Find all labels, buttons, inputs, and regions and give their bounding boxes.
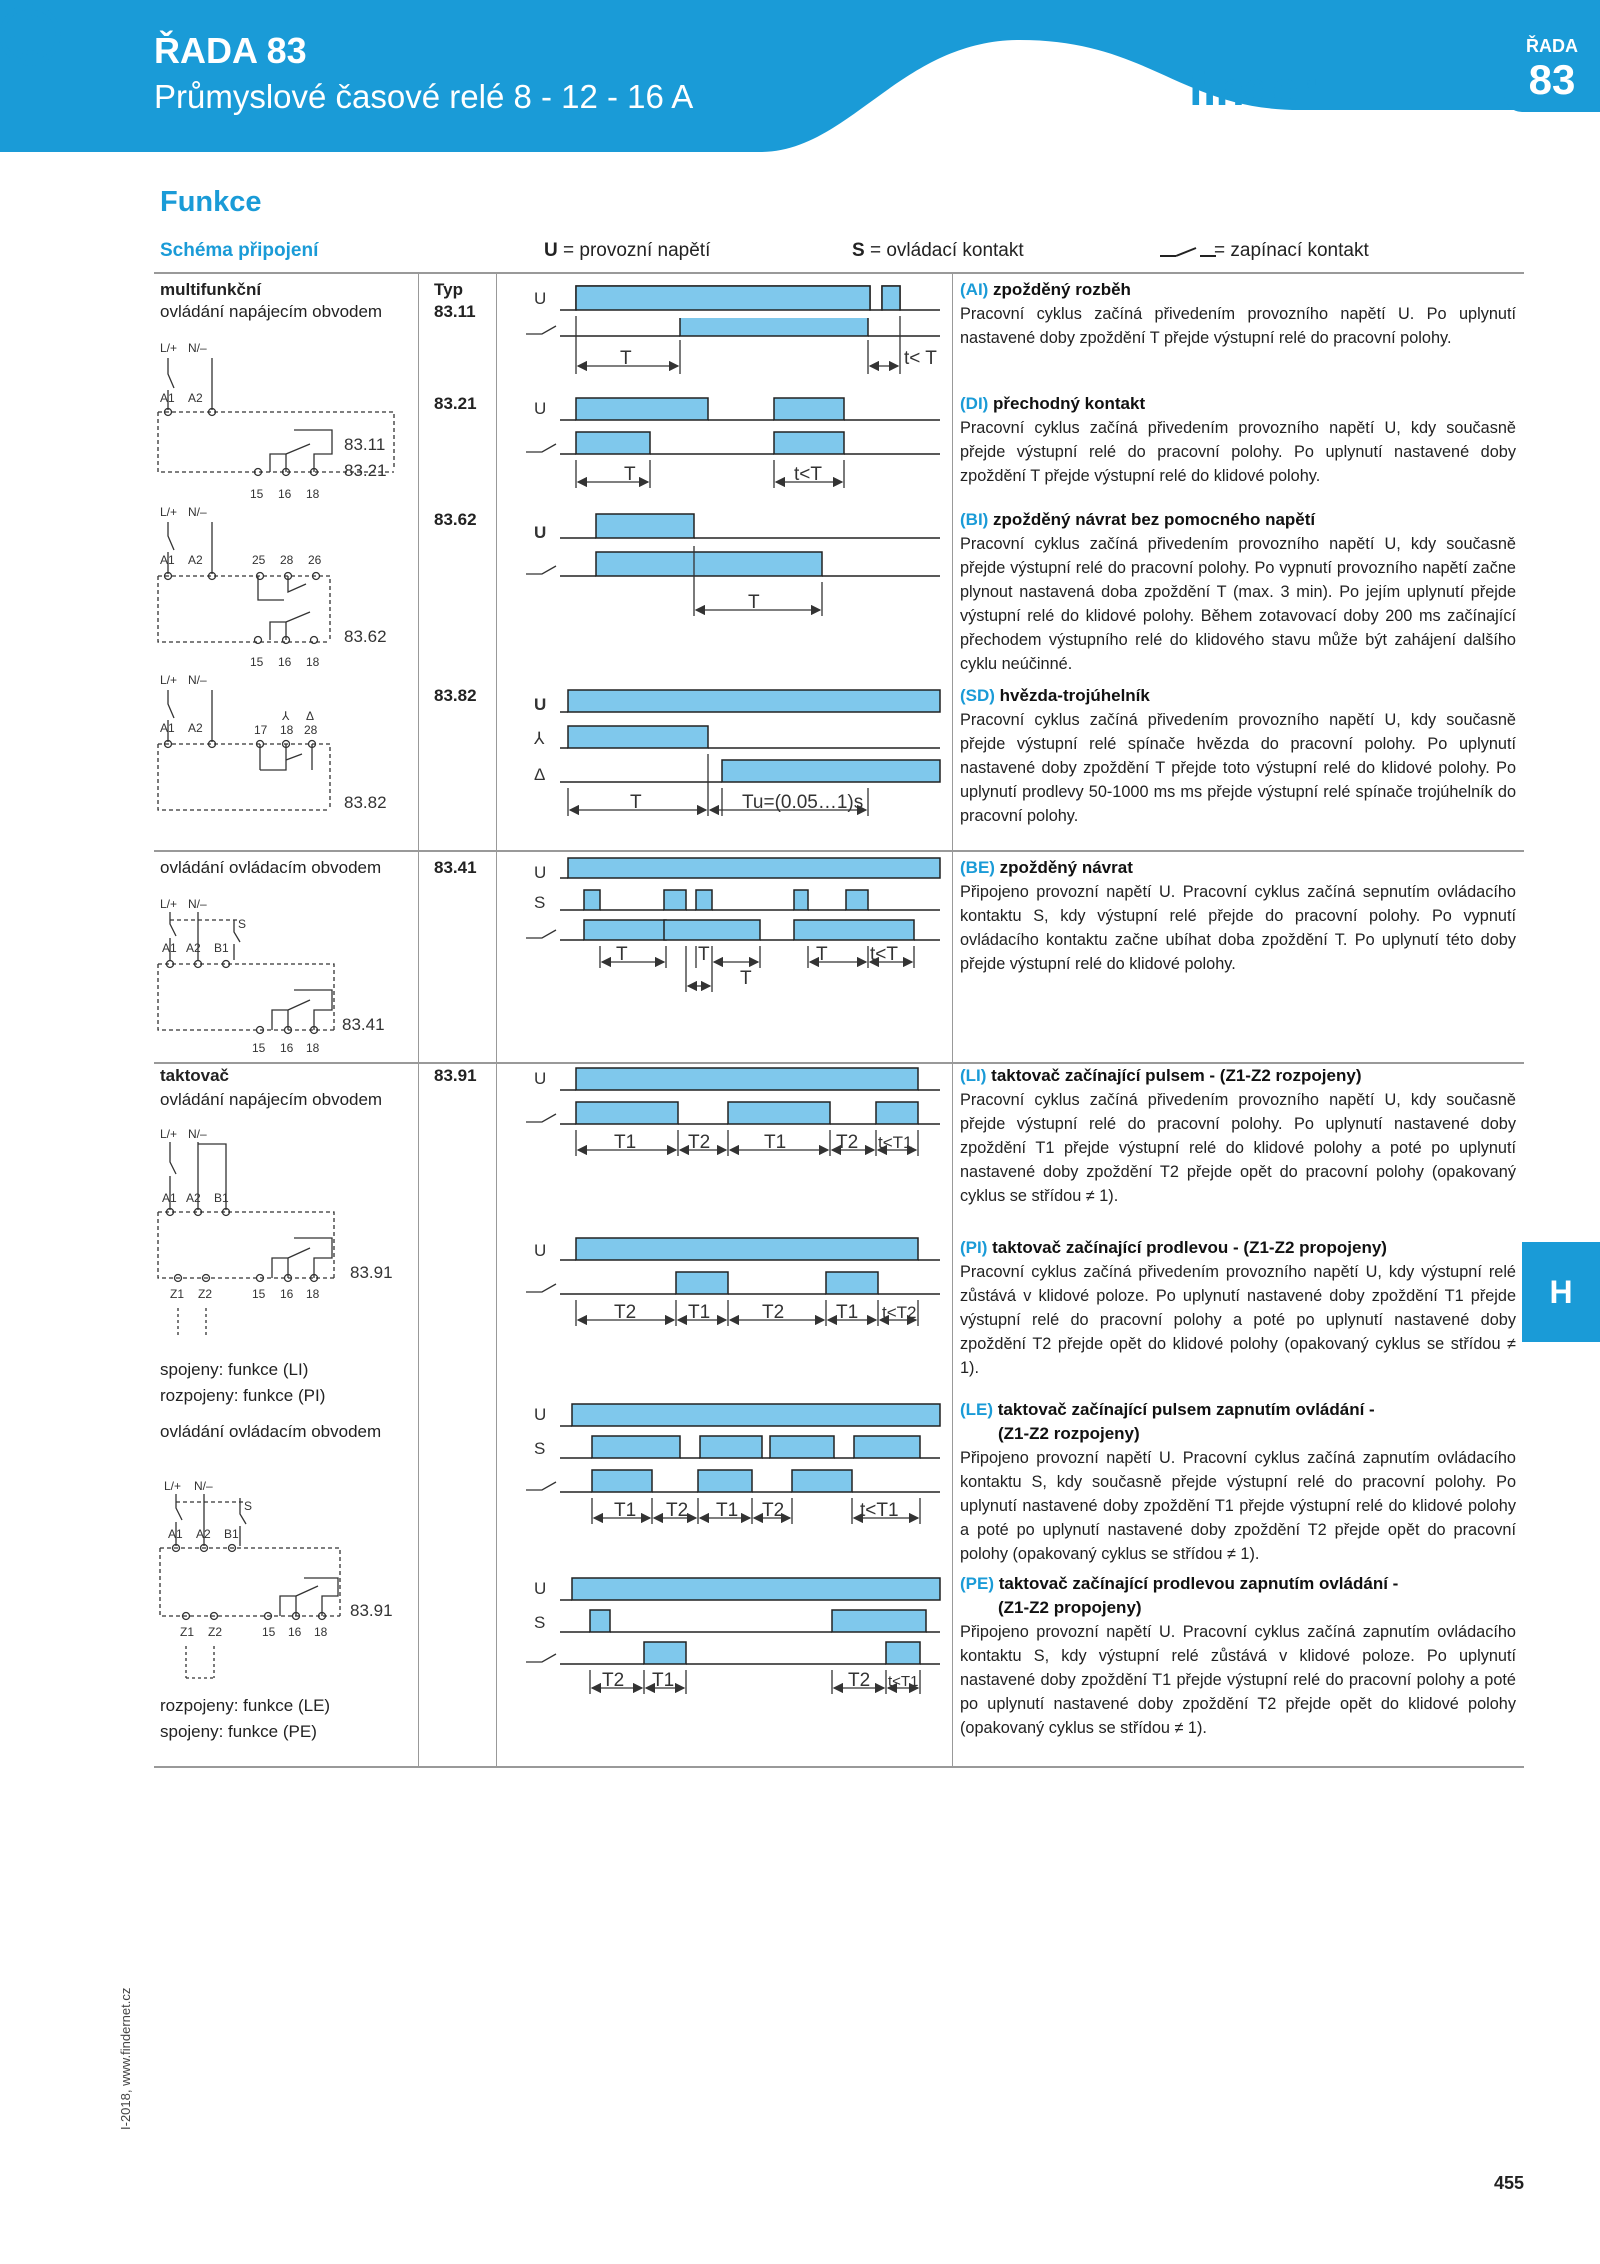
- schematic-clock-supply: [154, 1118, 416, 1358]
- function-ai-name: zpožděný rozběh: [988, 280, 1131, 299]
- type-83-21: 83.21: [434, 394, 477, 413]
- multi-title: multifunkční: [160, 280, 262, 299]
- td-di-tlt: t<T: [794, 464, 822, 485]
- type-83-91: 83.91: [434, 1066, 477, 1085]
- sch-b1-6: B1: [224, 1527, 239, 1541]
- td-delta-4: Δ: [534, 765, 546, 784]
- td-u-7: U: [534, 1241, 547, 1260]
- sch-18-1: 18: [306, 487, 320, 501]
- function-bi-code: (BI): [960, 510, 989, 529]
- sch-15-4: 15: [252, 1041, 266, 1055]
- column-divider-3: [952, 274, 953, 1766]
- td-s-9: S: [534, 1613, 546, 1632]
- function-le-name: taktovač začínající pulsem zapnutím ovládání -: [993, 1400, 1375, 1419]
- sch-16-2: 16: [278, 655, 292, 669]
- function-pe-title2: (Z1-Z2 propojeny): [998, 1598, 1142, 1617]
- sch-b1-5: B1: [214, 1191, 229, 1205]
- note-li: spojeny: funkce (LI): [160, 1360, 309, 1379]
- td-u-9: U: [534, 1579, 547, 1598]
- sch-z1-5: Z1: [170, 1287, 185, 1301]
- legend-contact-text: = zapínací kontakt: [1214, 240, 1369, 261]
- td-li-T1a: T1: [614, 1132, 637, 1153]
- function-di-name: přechodný kontakt: [988, 394, 1146, 413]
- function-li-name: taktovač začínající pulsem - (Z1-Z2 rozpojeny): [986, 1066, 1362, 1085]
- legend-schema: Schéma připojení: [160, 240, 319, 261]
- td-pe-T2b: T2: [848, 1670, 871, 1691]
- sch-b1-4: B1: [214, 941, 229, 955]
- td-be-T2: T: [698, 944, 710, 965]
- td-u-3: U: [534, 523, 547, 542]
- td-u-2: U: [534, 399, 547, 418]
- sch-lplus-5: L/+: [160, 1127, 178, 1141]
- sch-a2-5: A2: [186, 1191, 201, 1205]
- multi-supply: ovládání napájecím obvodem: [160, 302, 383, 321]
- sch-lplus-6: L/+: [164, 1479, 182, 1493]
- series-subtitle: Průmyslové časové relé 8 - 12 - 16 A: [154, 78, 694, 115]
- sch-a1-1: A1: [160, 391, 175, 405]
- column-divider-2: [496, 274, 497, 1766]
- td-u-6: U: [534, 1069, 547, 1088]
- function-pi-name: taktovač začínající prodlevou - (Z1-Z2 propojeny): [987, 1238, 1387, 1257]
- td-u-1: U: [534, 289, 547, 308]
- function-ai-text: Pracovní cyklus začíná přivedením provozního napětí U. Po uplynutí nastavené doby zpoždění T přejde výstupní relé do pracovní polohy.: [960, 305, 1516, 347]
- finder-logo-icon: [0, 0, 260, 70]
- td-u-5: U: [534, 863, 547, 882]
- td-le-T2a: T2: [666, 1500, 689, 1521]
- td-s-8: S: [534, 1439, 546, 1458]
- sch-a1-2: A1: [160, 553, 175, 567]
- function-sd-text: Pracovní cyklus začíná přivedením provozního napětí U, kdy současně přejde výstupní relé spínače hvězda do pracovní polohy. Po uplynutí nastavené doby zpoždění T přejde toto výstupní relé do klidové polohy. Po uplynutí prodlevy 50-1000 ms ms přejde výstupní relé spínače trojúhelník do pracovní polohy.: [960, 711, 1516, 825]
- page-header: [0, 0, 1600, 152]
- page-number: 455: [1494, 2173, 1525, 2193]
- function-le-text: Připojeno provozní napětí U. Pracovní cyklus začíná zapnutím ovládacího kontaktu S, kdy současně přejde výstupní relé do pracovní polohy. Po uplynutí nastavené doby zpoždění T1 přejde výstupní relé do klidové polohy a poté po uplynutí nastavené doby zpoždění T2 přejde opět do pracovní polohy (opakovaný cyklus se střídou ≠ 1).: [960, 1449, 1516, 1563]
- sch-18-3: 18: [280, 723, 294, 737]
- sch-nminus-2: N/–: [188, 505, 207, 519]
- sch-nminus-4: N/–: [188, 897, 207, 911]
- td-le-T2b: T2: [762, 1500, 785, 1521]
- function-be-text: Připojeno provozní napětí U. Pracovní cyklus začíná sepnutím ovládacího kontaktu S, kdy výstupní relé přejde do pracovní polohy. Po vypnutí ovládacího kontaktu začne ubíhat doba zpoždění T. Po uplynutí této doby přejde výstupní relé do klidové polohy.: [960, 883, 1516, 973]
- td-li-T2a: T2: [688, 1132, 711, 1153]
- sch-nminus-3: N/–: [188, 673, 207, 687]
- sch-a1-4: A1: [162, 941, 177, 955]
- function-pe-name: taktovač začínající prodlevou zapnutím ovládání -: [994, 1574, 1399, 1593]
- function-ai-title: [960, 280, 1131, 300]
- sch-lplus-3: L/+: [160, 673, 178, 687]
- timing-diagrams: [520, 276, 950, 1756]
- sch-18-2: 18: [306, 655, 320, 669]
- function-di-code: (DI): [960, 394, 989, 413]
- legend-s: [852, 240, 1024, 262]
- function-li-title: [960, 1066, 1361, 1086]
- sch-16-6: 16: [288, 1625, 302, 1639]
- function-sd-code: (SD): [960, 686, 995, 705]
- sch-a2-1: A2: [188, 391, 203, 405]
- td-be-T3: T: [816, 944, 828, 965]
- function-be-code: (BE): [960, 858, 995, 877]
- sch-z1-6: Z1: [180, 1625, 195, 1639]
- td-bi-T: T: [748, 592, 760, 613]
- legend-s-text: = ovládací kontakt: [864, 240, 1024, 261]
- td-pi-tlt: t<T2: [882, 1303, 917, 1322]
- sch-star: ⅄: [282, 709, 290, 723]
- td-s-5: S: [534, 893, 546, 912]
- sch-nminus-1: N/–: [188, 341, 207, 355]
- note-pe: spojeny: funkce (PE): [160, 1722, 317, 1741]
- sch-z2-6: Z2: [208, 1625, 223, 1639]
- function-be-title: [960, 858, 1133, 878]
- type-83-41: 83.41: [434, 858, 477, 877]
- td-le-T1a: T1: [614, 1500, 637, 1521]
- td-pi-T1a: T1: [688, 1302, 711, 1323]
- series-title: ŘADA 83: [154, 30, 307, 71]
- td-li-tlt: t<T1: [878, 1133, 913, 1152]
- sch-model-3: 83.62: [344, 627, 387, 646]
- section-title: Funkce: [160, 186, 262, 218]
- function-be-name: zpožděný návrat: [994, 858, 1133, 877]
- sch-a2-2: A2: [188, 553, 203, 567]
- td-pi-T2b: T2: [762, 1302, 785, 1323]
- sch-a1-3: A1: [160, 721, 175, 735]
- legend-u-text: = provozní napětí: [557, 240, 711, 261]
- side-edition-text: I-2018, www.findernet.cz: [118, 1987, 133, 2130]
- function-pi-code: (PI): [960, 1238, 988, 1257]
- function-le-code: (LE): [960, 1400, 994, 1419]
- function-di-title: [960, 394, 1145, 414]
- sch-28: 28: [280, 553, 294, 567]
- type-83-82: 83.82: [434, 686, 477, 705]
- sch-a2-3: A2: [188, 721, 203, 735]
- schematic-multifunction: [154, 330, 416, 840]
- clock-supply: ovládání napájecím obvodem: [160, 1090, 383, 1109]
- sch-s-6: S: [244, 1499, 253, 1513]
- sch-15-5: 15: [252, 1287, 266, 1301]
- function-ai-code: (AI): [960, 280, 989, 299]
- sch-lplus-2: L/+: [160, 505, 178, 519]
- function-le-title2: (Z1-Z2 rozpojeny): [998, 1424, 1140, 1443]
- badge-label: ŘADA: [1526, 36, 1578, 56]
- sch-model-1: 83.11: [344, 435, 386, 454]
- sch-model-4: 83.82: [344, 793, 387, 812]
- sch-model-7: 83.91: [350, 1601, 393, 1620]
- type-83-11: 83.11: [434, 302, 476, 321]
- legend-u-key: U: [544, 240, 558, 261]
- clock-control: ovládání ovládacím obvodem: [160, 1422, 382, 1441]
- sch-nminus-6: N/–: [194, 1479, 213, 1493]
- sch-a2-4: A2: [186, 941, 201, 955]
- column-divider-1: [418, 274, 419, 1766]
- td-ai-T: T: [620, 348, 632, 369]
- td-pi-T1b: T1: [836, 1302, 859, 1323]
- sch-16-4: 16: [280, 1041, 294, 1055]
- sch-16-1: 16: [278, 487, 292, 501]
- sch-z2-5: Z2: [198, 1287, 213, 1301]
- logo-wordmark: finder: [1188, 63, 1316, 116]
- sch-16-5: 16: [280, 1287, 294, 1301]
- schematic-clock-control: [154, 1468, 416, 1688]
- note-pi: rozpojeny: funkce (PI): [160, 1386, 326, 1405]
- legend-u: [544, 240, 710, 262]
- note-le: rozpojeny: funkce (LE): [160, 1696, 331, 1715]
- td-star-4: ⅄: [534, 729, 545, 748]
- function-pe-title: [960, 1574, 1398, 1594]
- sch-model-2: 83.21: [344, 461, 387, 480]
- td-le-T1b: T1: [716, 1500, 739, 1521]
- td-ai-tlt: t< T: [904, 348, 937, 369]
- badge-number: 83: [1528, 56, 1576, 103]
- sch-a1-6: A1: [168, 1527, 183, 1541]
- sch-a1-5: A1: [162, 1191, 177, 1205]
- function-pi-text: Pracovní cyklus začíná přivedením provozního napětí U, kdy výstupní relé zůstává v klidové poloze. Po uplynutí nastavené doby zpoždění T1 přejde výstupní relé do pracovní polohy a poté po uplynutí nastavené doby zpoždění T2 přejde opět do klidové polohy (opakovaný cyklus se střídou ≠ 1).: [960, 1263, 1516, 1377]
- clock-title: taktovač: [160, 1066, 229, 1085]
- function-sd-name: hvězda-trojúhelník: [994, 686, 1150, 705]
- sch-25: 25: [252, 553, 266, 567]
- sch-15-2: 15: [250, 655, 264, 669]
- td-li-T1b: T1: [764, 1132, 787, 1153]
- td-be-T4: T: [740, 968, 752, 989]
- typ-label: Typ: [434, 280, 463, 299]
- sch-18-6: 18: [314, 1625, 328, 1639]
- td-li-T2b: T2: [836, 1132, 859, 1153]
- sch-a2-6: A2: [196, 1527, 211, 1541]
- schematic-control: [154, 880, 416, 1060]
- type-83-62: 83.62: [434, 510, 477, 529]
- legend-s-key: S: [852, 240, 865, 261]
- td-be-T1: T: [616, 944, 628, 965]
- td-sd-tu: Tu=(0.05…1)s: [742, 792, 864, 813]
- section-tab-h[interactable]: H: [1522, 1242, 1600, 1342]
- sch-15-1: 15: [250, 487, 264, 501]
- sch-18-4: 18: [306, 1041, 320, 1055]
- td-pi-T2a: T2: [614, 1302, 637, 1323]
- td-be-tlt: t<T: [870, 944, 898, 965]
- sch-lplus-4: L/+: [160, 897, 178, 911]
- sch-28-3: 28: [304, 723, 318, 737]
- sch-model-6: 83.91: [350, 1263, 393, 1282]
- td-pe-T1a: T1: [652, 1670, 675, 1691]
- sch-15-6: 15: [262, 1625, 276, 1639]
- contact-symbol-icon: [1160, 244, 1216, 262]
- td-sd-T: T: [630, 792, 642, 813]
- function-pi-title: [960, 1238, 1387, 1258]
- table-rule-top: [154, 272, 1524, 274]
- table-rule-bottom: [154, 1766, 1524, 1768]
- sch-nminus-5: N/–: [188, 1127, 207, 1141]
- function-pe-text: Připojeno provozní napětí U. Pracovní cyklus začíná zapnutím ovládacího kontaktu S, kdy výstupní relé zůstává v klidové poloze. Po uplynutí nastavené doby zpoždění T1 přejde výstupní relé do pracovní polohy a poté po uplynutí nastavené doby zpoždění T2 přejde opět do klidové polohy (opakovaný cyklus se střídou ≠ 1).: [960, 1623, 1516, 1737]
- sch-26: 26: [308, 553, 322, 567]
- function-bi-text: Pracovní cyklus začíná přivedením provozního napětí U, kdy současně přejde výstupní relé do pracovní polohy. Po vypnutí provozního napětí začne plynout nastavená doba zpoždění T (max. 3 min). Po jejím uplynutí přejde výstupní relé do klidové polohy. Během zotavovací doby 200 ms začínající přechodem výstupního relé do klidového stavu může být zahájení dalšího cyklu neúčinné.: [960, 535, 1516, 673]
- function-sd-title: [960, 686, 1150, 706]
- sch-s-4: S: [238, 917, 247, 931]
- function-bi-name: zpožděný návrat bez pomocného napětí: [988, 510, 1316, 529]
- sch-delta: Δ: [306, 709, 315, 723]
- sch-17: 17: [254, 723, 268, 737]
- td-u-8: U: [534, 1405, 547, 1424]
- function-bi-title: [960, 510, 1315, 530]
- td-le-tlt: t<T1: [860, 1500, 899, 1521]
- function-li-code: (LI): [960, 1066, 987, 1085]
- function-le-title: [960, 1400, 1375, 1420]
- function-pe-code: (PE): [960, 1574, 994, 1593]
- td-pe-T2a: T2: [602, 1670, 625, 1691]
- sch-model-5: 83.41: [342, 1015, 385, 1034]
- td-di-T: T: [624, 464, 636, 485]
- function-li-text: Pracovní cyklus začíná přivedením provozního napětí U, kdy současně přejde výstupní relé do pracovní polohy. Po uplynutí nastavené doby zpoždění T1 přejde výstupní relé do klidové polohy a poté po uplynutí nastavené doby zpoždění T2 přejde opět do pracovní polohy (opakovaný cyklus se střídou ≠ 1).: [960, 1091, 1516, 1205]
- td-u-4: U: [534, 695, 547, 714]
- control-title: ovládání ovládacím obvodem: [160, 858, 382, 877]
- function-di-text: Pracovní cyklus začíná přivedením provozního napětí U, kdy současně přejde výstupní relé do pracovní polohy. Po uplynutí nastavené doby zpoždění T přejde výstupní relé do klidové polohy.: [960, 419, 1516, 485]
- td-pe-tlt: t<T1: [888, 1673, 919, 1690]
- sch-lplus-1: L/+: [160, 341, 178, 355]
- sch-18-5: 18: [306, 1287, 320, 1301]
